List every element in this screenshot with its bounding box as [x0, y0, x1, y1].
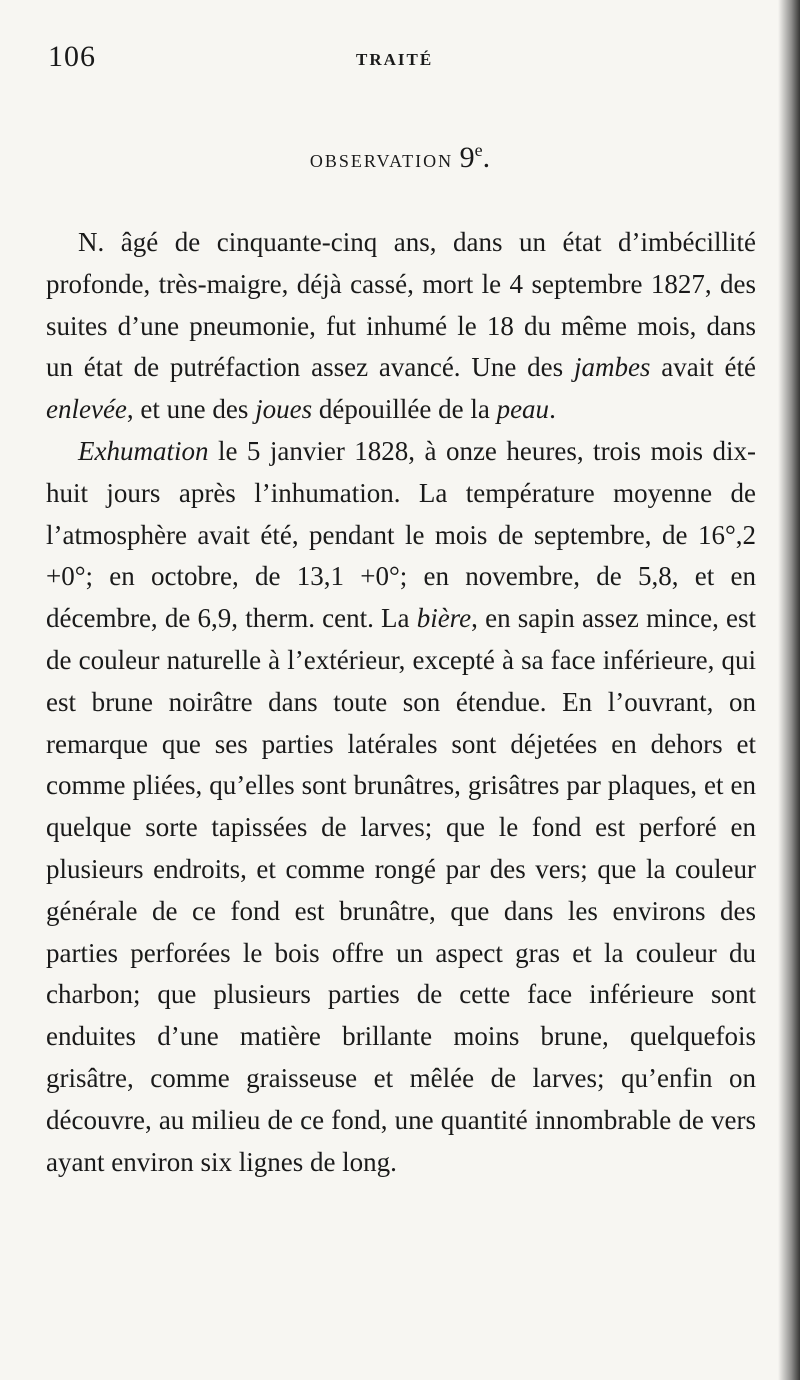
body-text [46, 222, 756, 1183]
paragraph-exhumation: Exhumation le 5 janvier 1828, à onze heures, trois mois dix-huit jours après l’inhumation. La température moyenne de l’atmosphère avait été, pendant le mois de septembre, de 16°,2 +0°; en octobre, de 13,1 +0°; en novembre, de 5,8, et en décembre, de 6,9, therm. cent. La bière, en sapin assez mince, est de couleur naturelle à l’extérieur, excepté à sa face inférieure, qui est brune noirâtre dans toute son étendue. En l’ouvrant, on remarque que ses parties latérales sont déjetées en dehors et comme pliées, qu’elles sont brunâtres, grisâtres par plaques, et en quelque sorte tapissées de larves; que le fond est perforé en plusieurs endroits, et comme rongé par des vers; que la couleur générale de ce fond est brunâtre, que dans les environs des parties perforées le bois offre un aspect gras et la couleur du charbon; que plusieurs parties de cette face inférieure sont enduites d’une matière brillante moins brune, quelquefois grisâtre, comme graisseuse et mêlée de larves; qu’enfin on découvre, au milieu de ce fond, une quantité innombrable de vers ayant environ six lignes de long. [46, 435, 756, 1177]
page-edge-shadow [778, 0, 800, 1380]
observation-number: 9e. [459, 140, 491, 174]
page-header [48, 40, 760, 80]
paragraph-case-description: N. âgé de cinquante-cinq ans, dans un état d’imbécillité profonde, très-maigre, déjà cassé, mort le 4 septembre 1827, des suites d’une pneumonie, fut inhumé le 18 du même mois, dans un état de putréfaction assez avancé. Une des jambes avait été enlevée, et une des joues dépouillée de la peau. [46, 227, 756, 425]
observation-label: OBSERVATION [309, 151, 454, 171]
running-head: TRAITÉ [356, 50, 434, 69]
observation-heading [0, 140, 800, 175]
page-number: 106 [48, 40, 96, 73]
